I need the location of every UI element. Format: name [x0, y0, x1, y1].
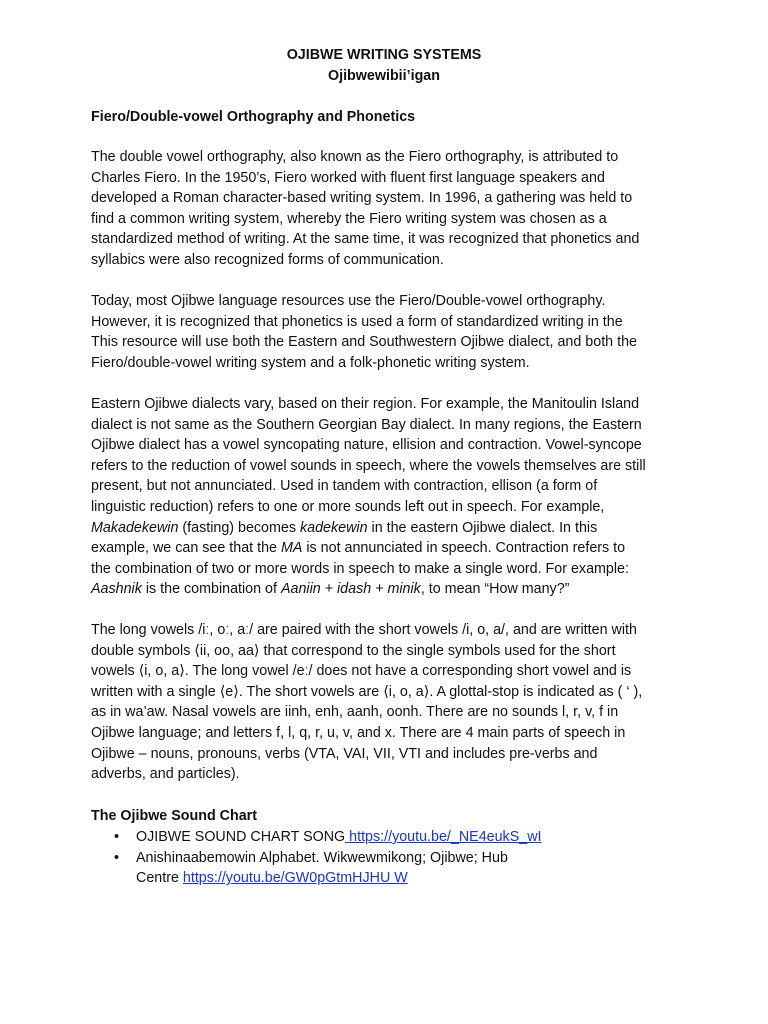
text-line: double symbols ⟨ii, oo, aa⟩ that correspond to the single symbols used for the short — [91, 642, 616, 659]
bullet-icon: • — [114, 849, 120, 866]
text-span: is the combination of — [141, 581, 281, 598]
document-subtitle: Ojibwewibii’igan — [327, 68, 440, 84]
italic-word: Aashnik — [91, 581, 142, 598]
paragraph-fiero-history — [91, 147, 691, 271]
italic-word: Makadekewin — [91, 519, 179, 536]
list-item-text: Anishinaabemowin Alphabet. Wikwewmikong; Ojibwe; Hub — [136, 849, 508, 866]
section-heading-sound-chart: The Ojibwe Sound Chart — [91, 808, 258, 824]
text-line — [91, 538, 691, 559]
text-line: Ojibwe language; and letters f, l, q, r, u, v, and x. There are 4 main parts of speech in — [91, 724, 626, 741]
italic-word: MA — [280, 540, 303, 557]
list-item-text: Centre — [136, 870, 183, 887]
list-item — [91, 827, 711, 848]
text-line: Ojibwe dialect has a vowel syncopating nature, ellision and contraction. Vowel-syncope — [91, 437, 642, 454]
text-line: dialect is not same as the Southern Georgian Bay dialect. In many regions, the Eastern — [91, 416, 642, 433]
text-span: in the eastern Ojibwe dialect. In this — [367, 519, 598, 536]
text-span: is not annunciated in speech. Contraction refers to — [302, 540, 626, 557]
document-title: OJIBWE WRITING SYSTEMS — [286, 47, 482, 63]
bullet-icon: • — [114, 829, 120, 845]
text-span: (fasting) becomes — [178, 519, 300, 536]
text-line: find a common writing system, whereby the Fiero writing system was chosen as a — [91, 210, 607, 227]
text-line: standardized method of writing. At the same time, it was recognized that phonetics and — [91, 231, 640, 248]
italic-word: kadekewin — [300, 519, 368, 536]
resource-list — [91, 827, 711, 889]
text-line: linguistic reduction) refers to one or more sounds left out in speech. For example, — [91, 498, 605, 515]
list-item — [91, 848, 711, 889]
list-item-text: OJIBWE SOUND CHART SONG — [136, 829, 346, 845]
text-line — [136, 827, 711, 848]
text-span: , to mean “How many?” — [420, 581, 570, 598]
text-line: Ojibwe – nouns, pronouns, verbs (VTA, VAI, VII, VTI and includes pre-verbs and — [91, 745, 598, 762]
section-heading-orthography: Fiero/Double-vowel Orthography and Phonetics — [91, 109, 416, 125]
sound-chart-song-link[interactable]: https://youtu.be/_NE4eukS_wI — [345, 829, 542, 845]
text-line: vowels ⟨i, o, a⟩. The long vowel /eː/ does not have a corresponding short vowel and is — [91, 663, 632, 680]
text-line: Fiero/double-vowel writing system and a folk-phonetic writing system. — [91, 354, 530, 371]
text-line: developed a Roman character-based writing system. In 1996, a gathering was held to — [91, 190, 633, 207]
text-line: present, but not annunciated. Used in tandem with contraction, ellison (a form of — [91, 478, 598, 495]
text-line: Today, most Ojibwe language resources use the Fiero/Double-vowel orthography. — [91, 293, 606, 309]
text-line: This resource will use both the Eastern and Southwestern Ojibwe dialect, and both the — [91, 334, 637, 351]
paragraph-vowels — [91, 620, 691, 785]
text-line: Eastern Ojibwe dialects vary, based on their region. For example, the Manitoulin Island — [91, 396, 640, 412]
text-line: as in wa’aw. Nasal vowels are iinh, enh, aanh, oonh. There are no sounds l, r, v, f in — [91, 704, 619, 721]
text-line — [136, 868, 711, 889]
text-line: The double vowel orthography, also known as the Fiero orthography, is attributed to — [91, 149, 619, 165]
text-line: written with a single ⟨e⟩. The short vowels are ⟨i, o, a⟩. A glottal-stop is indicated as ( ‘ ), — [91, 683, 643, 700]
text-span: example, we can see that the — [91, 540, 281, 557]
text-line: adverbs, and particles). — [91, 766, 240, 783]
text-line — [91, 518, 691, 539]
alphabet-video-link[interactable]: https://youtu.be/GW0pGtmHJHU W — [182, 870, 408, 887]
text-line: syllabics were also recognized forms of communication. — [91, 251, 444, 268]
text-line: However, it is recognized that phonetics is used a form of standardized writing in the — [91, 313, 623, 330]
text-line: Charles Fiero. In the 1950’s, Fiero worked with fluent first language speakers and — [91, 169, 605, 186]
paragraph-resources — [91, 291, 691, 373]
text-line: the combination of two or more words in speech to make a single word. For example: — [91, 560, 629, 577]
text-line — [91, 579, 691, 600]
text-line: The long vowels /iː, oː, aː/ are paired with the short vowels /i, o, a/, and are written with — [91, 622, 637, 638]
italic-word: Aaniin + idash + minik — [280, 581, 421, 598]
text-line: refers to the reduction of vowel sounds in speech, where the vowels themselves are still — [91, 457, 646, 474]
paragraph-dialects — [91, 394, 691, 600]
